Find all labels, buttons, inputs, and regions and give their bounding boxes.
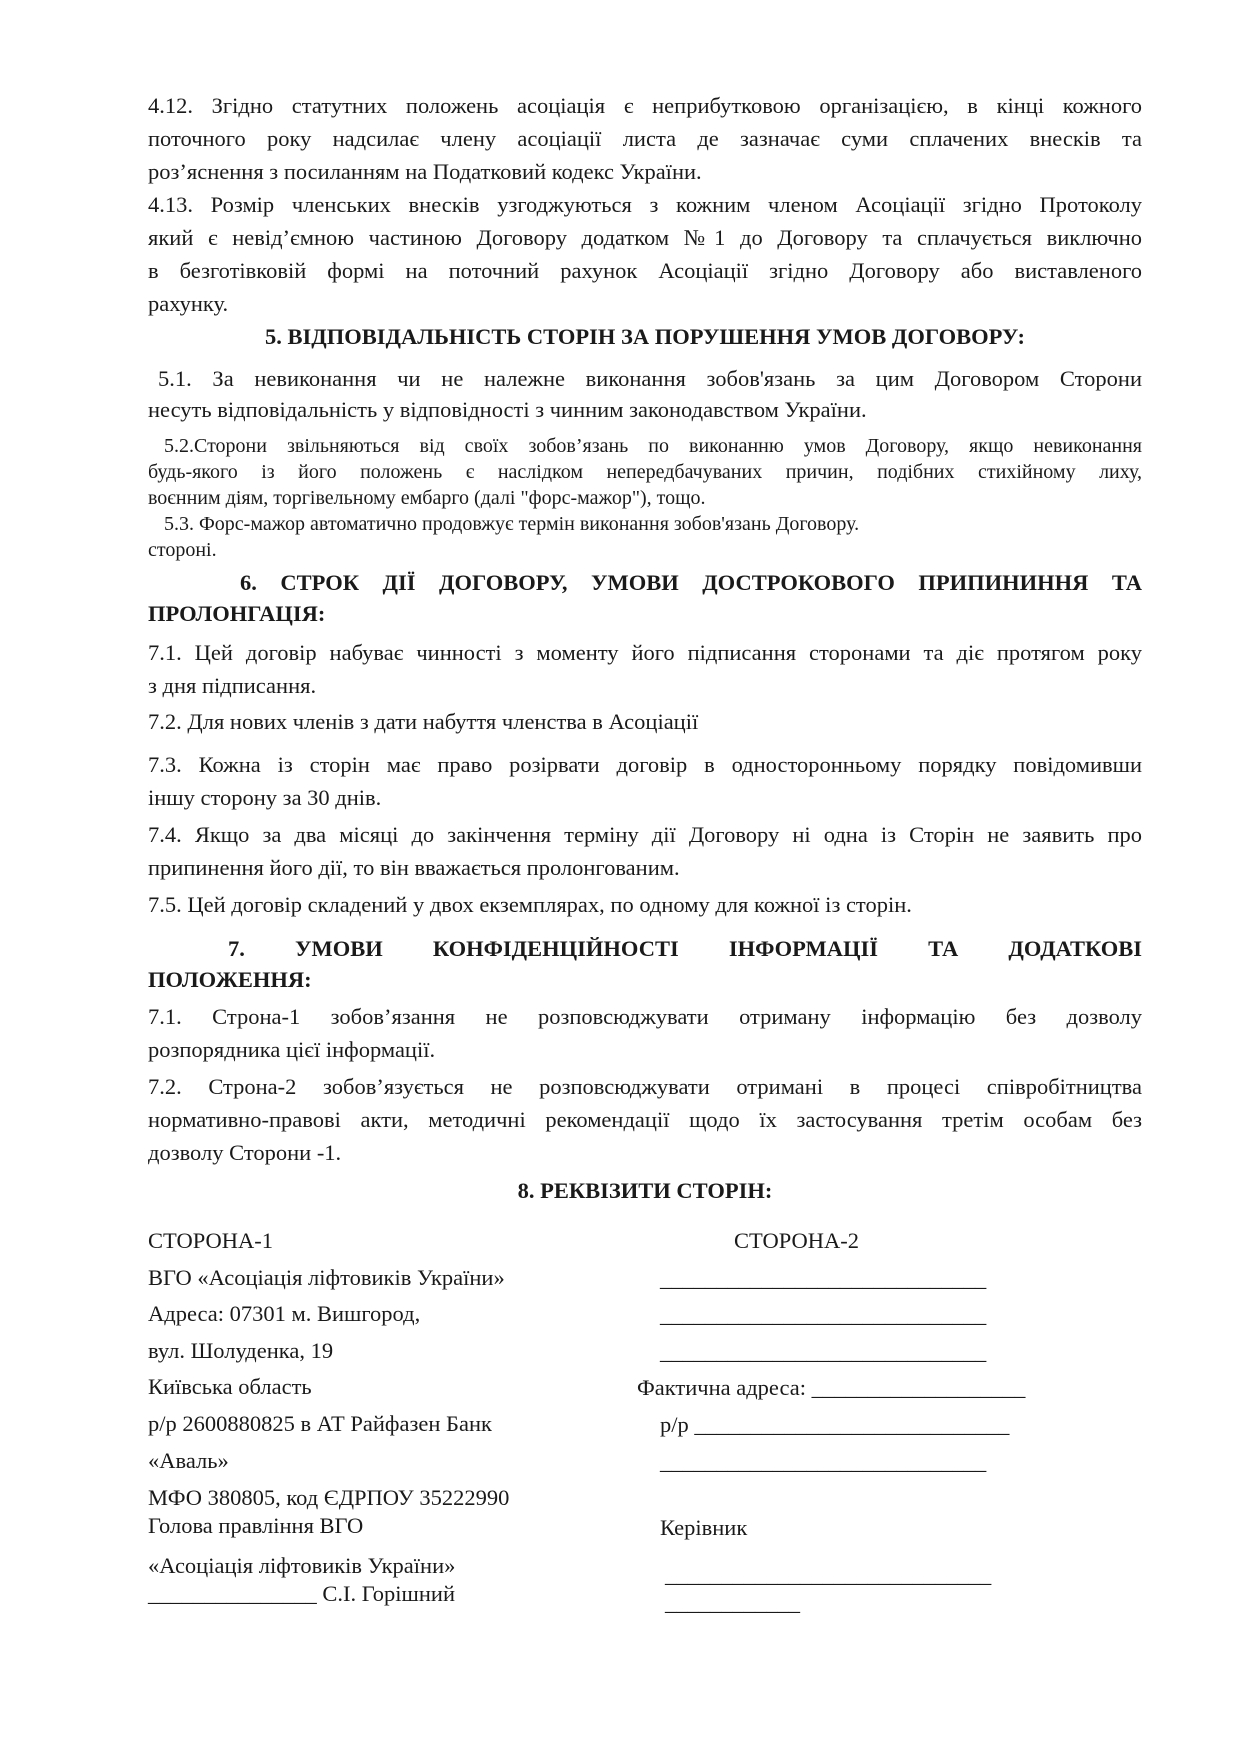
paragraph-7-5 (148, 888, 1142, 921)
section-7-title (228, 932, 1142, 965)
party-1-region: Київська область (148, 1374, 312, 1399)
paragraph-7-4 (148, 818, 1142, 884)
section-7-title-cont (148, 963, 1142, 996)
paragraph-5-1-cont (148, 393, 1142, 426)
party-1-street: вул. Шолуденка, 19 (148, 1338, 334, 1363)
paragraph-line: 7.3. Кожна із сторін має право розірвати договір в односторонньому порядку повідомивши (148, 752, 1142, 777)
party-1-signature-line: _______________ С.І. Горішний (148, 1581, 455, 1606)
paragraph-line: роз’яснення з посиланням на Податковий кодекс України. (148, 159, 702, 184)
party-1-mfo: МФО 380805, код ЄДРПОУ 35222990 (148, 1485, 510, 1510)
paragraph-line: нормативно-правові акти, методичні рекомендації щодо їх застосування третім особам без (148, 1107, 1142, 1132)
paragraph-line: розпорядника цієї інформації. (148, 1037, 436, 1062)
paragraph-line: несуть відповідальність у відповідності з чинним законодавством України. (148, 397, 867, 422)
paragraph-line: стороні. (148, 539, 217, 561)
paragraph-5-2 (164, 433, 1142, 459)
party-1-name: ВГО «Асоціація ліфтовиків України» (148, 1265, 505, 1290)
paragraph-5-3 (164, 511, 1142, 537)
section-8-title: 8. РЕКВІЗИТИ СТОРІН: (517, 1178, 773, 1203)
party-2-street-blank: _____________________________ (660, 1339, 987, 1364)
paragraph-line: 5.1. За невиконання чи не належне виконання зобов'язань за цим Договором Сторони (158, 366, 1142, 391)
party-2-signature-line: ____________ (665, 1590, 800, 1615)
section-6-title (240, 566, 1142, 599)
paragraph-line: в безготівковій формі на поточний рахунок Асоціації згідно Договору або виставленого (148, 258, 1142, 283)
section-5-title: 5. ВІДПОВІДАЛЬНІСТЬ СТОРІН ЗА ПОРУШЕННЯ УМОВ ДОГОВОРУ: (265, 324, 1025, 349)
section-6-title-cont (148, 597, 1142, 630)
party-1-bank: «Аваль» (148, 1448, 229, 1473)
paragraph-line: 5.3. Форс-мажор автоматично продовжує термін виконання зобов'язань Договору. (164, 513, 860, 535)
paragraph-line: 7.1. Цей договір набуває чинності з моменту його підписання сторонами та діє протягом року (148, 640, 1142, 665)
paragraph-line: 7.2. Строна-2 зобов’язується не розповсюджувати отримані в процесі співробітництва (148, 1074, 1142, 1099)
party-2-account: р/р ____________________________ (660, 1412, 1010, 1437)
paragraph-7-2 (148, 705, 1142, 738)
paragraph-line: 7.5. Цей договір складений у двох екземплярах, по одному для кожної із сторін. (148, 892, 912, 917)
party-2-head-title: Керівник (660, 1515, 748, 1540)
paragraph-5-2-cont (148, 459, 1142, 511)
heading-line: 6. СТРОК ДІЇ ДОГОВОРУ, УМОВИ ДОСТРОКОВОГО ПРИПИНИННЯ ТА (240, 570, 1142, 595)
party-2-actual-address: Фактична адреса: ___________________ (637, 1375, 1026, 1400)
party-1-address: Адреса: 07301 м. Вишгород, (148, 1301, 421, 1326)
paragraph-4-13 (148, 188, 1142, 320)
paragraph-5-1 (158, 362, 1142, 395)
paragraph-line: з дня підписання. (148, 673, 317, 698)
paragraph-line: дозволу Сторони -1. (148, 1140, 342, 1165)
paragraph-line: іншу сторону за 30 днів. (148, 785, 382, 810)
paragraph-line: 4.13. Розмір членських внесків узгоджуються з кожним членом Асоціації згідно Протоколу (148, 192, 1142, 217)
paragraph-7-3 (148, 748, 1142, 814)
paragraph-line: 7.2. Для нових членів з дати набуття членства в Асоціації (148, 709, 699, 734)
party-2-header: СТОРОНА-2 (734, 1228, 859, 1253)
party-2-bank-blank: _____________________________ (660, 1449, 987, 1474)
paragraph-7-1 (148, 636, 1142, 702)
paragraph-line: воєнним діям, торгівельному ембарго (далі "форс-мажор"), тощо. (148, 487, 706, 509)
paragraph-line: 4.12. Згідно статутних положень асоціація є неприбутковою організацією, в кінці кожного (148, 93, 1142, 118)
paragraph-5-3-tail (148, 537, 1142, 563)
paragraph-line: рахунку. (148, 291, 229, 316)
heading-line: ПОЛОЖЕННЯ: (148, 967, 312, 992)
party-1-account: р/р 2600880825 в АТ Райфазен Банк (148, 1411, 492, 1436)
party-2-address-blank: _____________________________ (660, 1302, 987, 1327)
paragraph-line: 7.1. Строна-1 зобов’язання не розповсюджувати отриману інформацію без дозволу (148, 1004, 1142, 1029)
paragraph-4-12 (148, 89, 1142, 188)
paragraph-line: 7.4. Якщо за два місяці до закінчення терміну дії Договору ні одна із Сторін не заявить про (148, 822, 1142, 847)
paragraph-line: 5.2.Сторони звільняються від своїх зобов’язань по виконанню умов Договору, якщо невиконання (164, 435, 1142, 457)
party-2-org-blank: _____________________________ (665, 1562, 992, 1587)
paragraph-line: поточного року надсилає члену асоціації листа де зазначає суми сплачених внесків та (148, 126, 1142, 151)
paragraph-line: будь-якого із його положень є наслідком непередбачуваних причин, подібних стихійному лиху, (148, 461, 1142, 483)
heading-line: ПРОЛОНГАЦІЯ: (148, 601, 326, 626)
paragraph-line: який є невід’ємною частиною Договору додатком №1 до Договору та сплачується виключно (148, 225, 1142, 250)
party-1-head-title: Голова правління ВГО (148, 1513, 364, 1538)
heading-line: 7. УМОВИ КОНФІДЕНЦІЙНОСТІ ІНФОРМАЦІЇ ТА ДОДАТКОВІ (228, 936, 1142, 961)
paragraph-s7-1 (148, 1000, 1142, 1066)
party-1-header: СТОРОНА-1 (148, 1228, 273, 1253)
party-2-name-blank: _____________________________ (660, 1266, 987, 1291)
party-1-org: «Асоціація ліфтовиків України» (148, 1553, 456, 1578)
paragraph-line: припинення його дії, то він вважається пролонгованим. (148, 855, 680, 880)
paragraph-s7-2 (148, 1070, 1142, 1169)
